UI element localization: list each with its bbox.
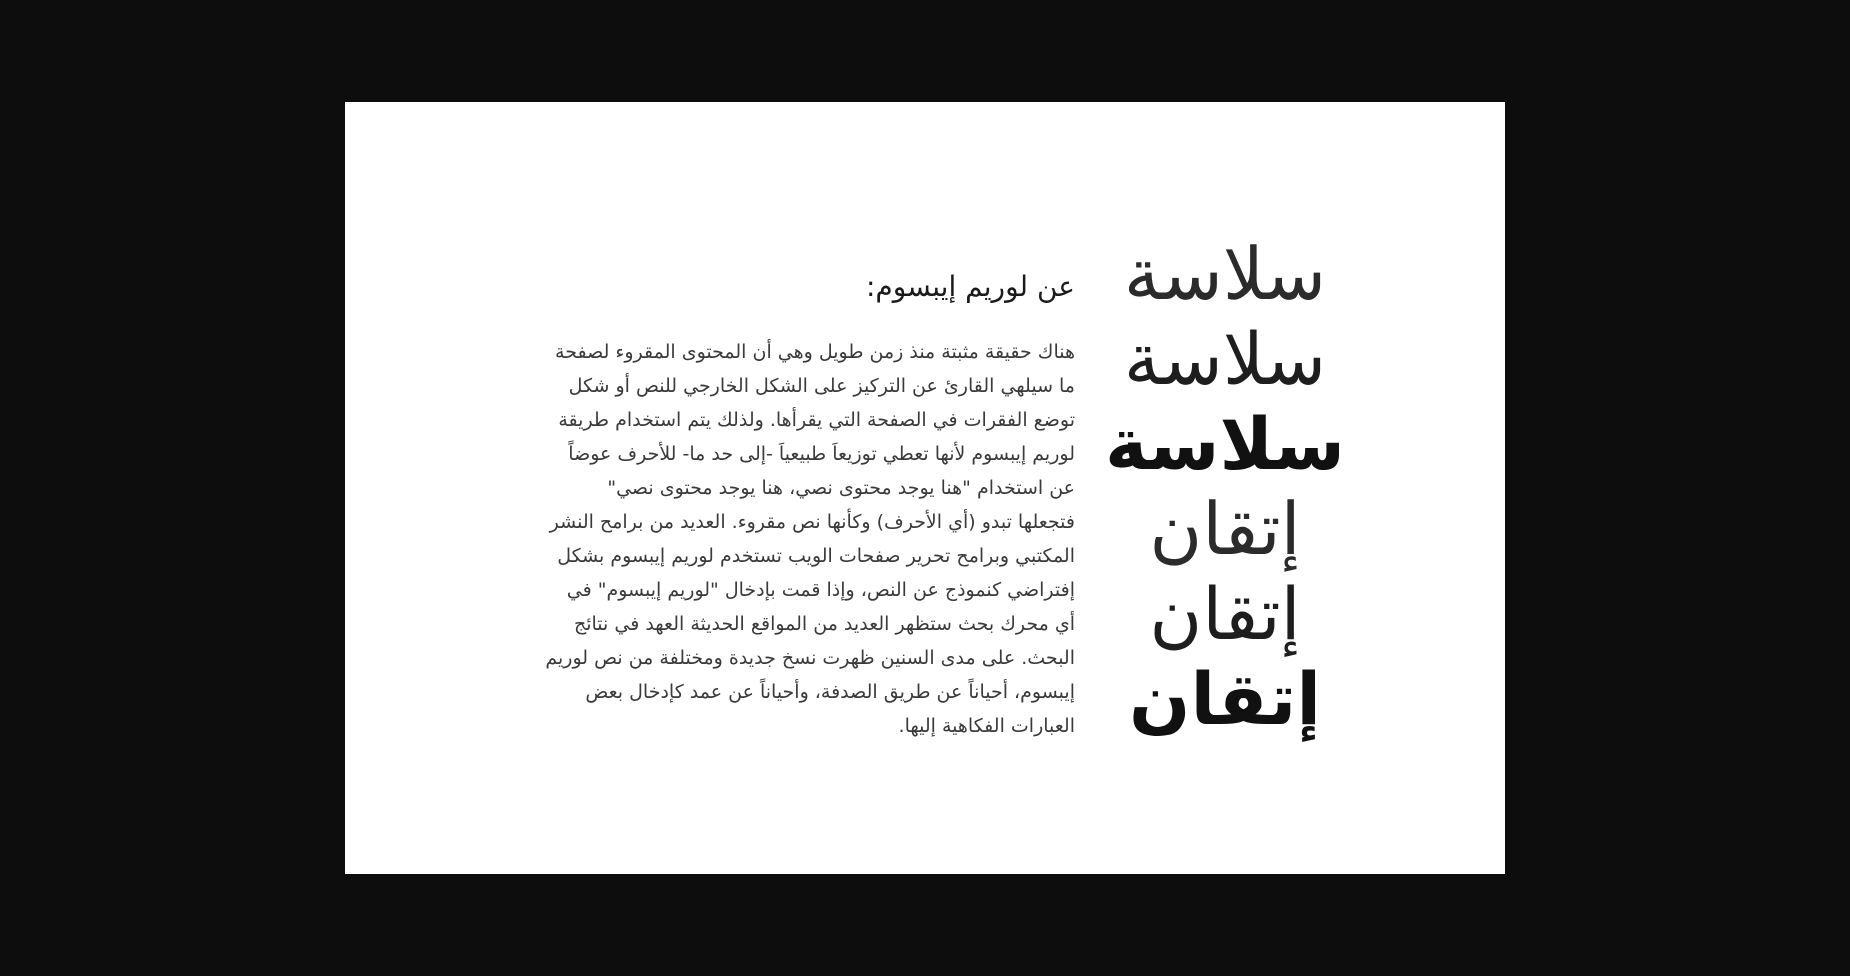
specimen-word-bold: سلاسة — [1105, 402, 1345, 486]
specimen-card — [345, 102, 1505, 874]
paragraph-line: المكتبي وبرامح تحرير صفحات الويب تستخدم لوريم إيبسوم بشكل — [557, 545, 1075, 567]
paragraph-line: عن استخدام "هنا يوجد محتوى نصي، هنا يوجد محتوى نصي" — [607, 477, 1075, 499]
specimen-word-light: إتقان — [1149, 487, 1301, 571]
specimen-word-regular: إتقان — [1149, 572, 1301, 656]
paragraph-line: البحث. على مدى السنين ظهرت نسخ جديدة ومختلفة من نص لوريم — [545, 647, 1075, 669]
specimen-word-bold: إتقان — [1128, 657, 1322, 741]
paragraph-line: العبارات الفكاهية إليها. — [898, 715, 1075, 737]
paragraph-line: إيبسوم، أحياناً عن طريق الصدفة، وأحياناً عن عمد كإدخال بعض — [585, 681, 1075, 703]
font-weight-specimen — [1105, 232, 1345, 742]
paragraph-line: أي محرك بحث ستظهر العديد من المواقع الحديثة العهد في نتائج — [573, 613, 1075, 635]
specimen-word-regular: سلاسة — [1123, 317, 1327, 401]
about-text-block — [425, 267, 1075, 743]
paragraph-line: هناك حقيقة مثبتة منذ زمن طويل وهي أن المحتوى المقروء لصفحة — [555, 341, 1075, 363]
about-heading: عن لوريم إيبسوم: — [865, 270, 1075, 303]
paragraph-line: فتجعلها تبدو (أي الأحرف) وكأنها نص مقروء. العديد من برامح النشر — [549, 511, 1075, 533]
paragraph-line: توضع الفقرات في الصفحة التي يقرأها. ولذلك يتم استخدام طريقة — [558, 409, 1075, 431]
paragraph-line: ما سيلهي القارئ عن التركيز على الشكل الخارجي للنص أو شكل — [568, 375, 1075, 397]
paragraph-line: إفتراضي كنموذج عن النص، وإذا قمت بإدخال "لوريم إيبسوم" في — [566, 579, 1075, 601]
specimen-word-light: سلاسة — [1123, 232, 1327, 316]
paragraph-line: لوريم إيبسوم لأنها تعطي توزيعاَ طبيعياَ -إلى حد ما- للأحرف عوضاً — [568, 443, 1075, 465]
